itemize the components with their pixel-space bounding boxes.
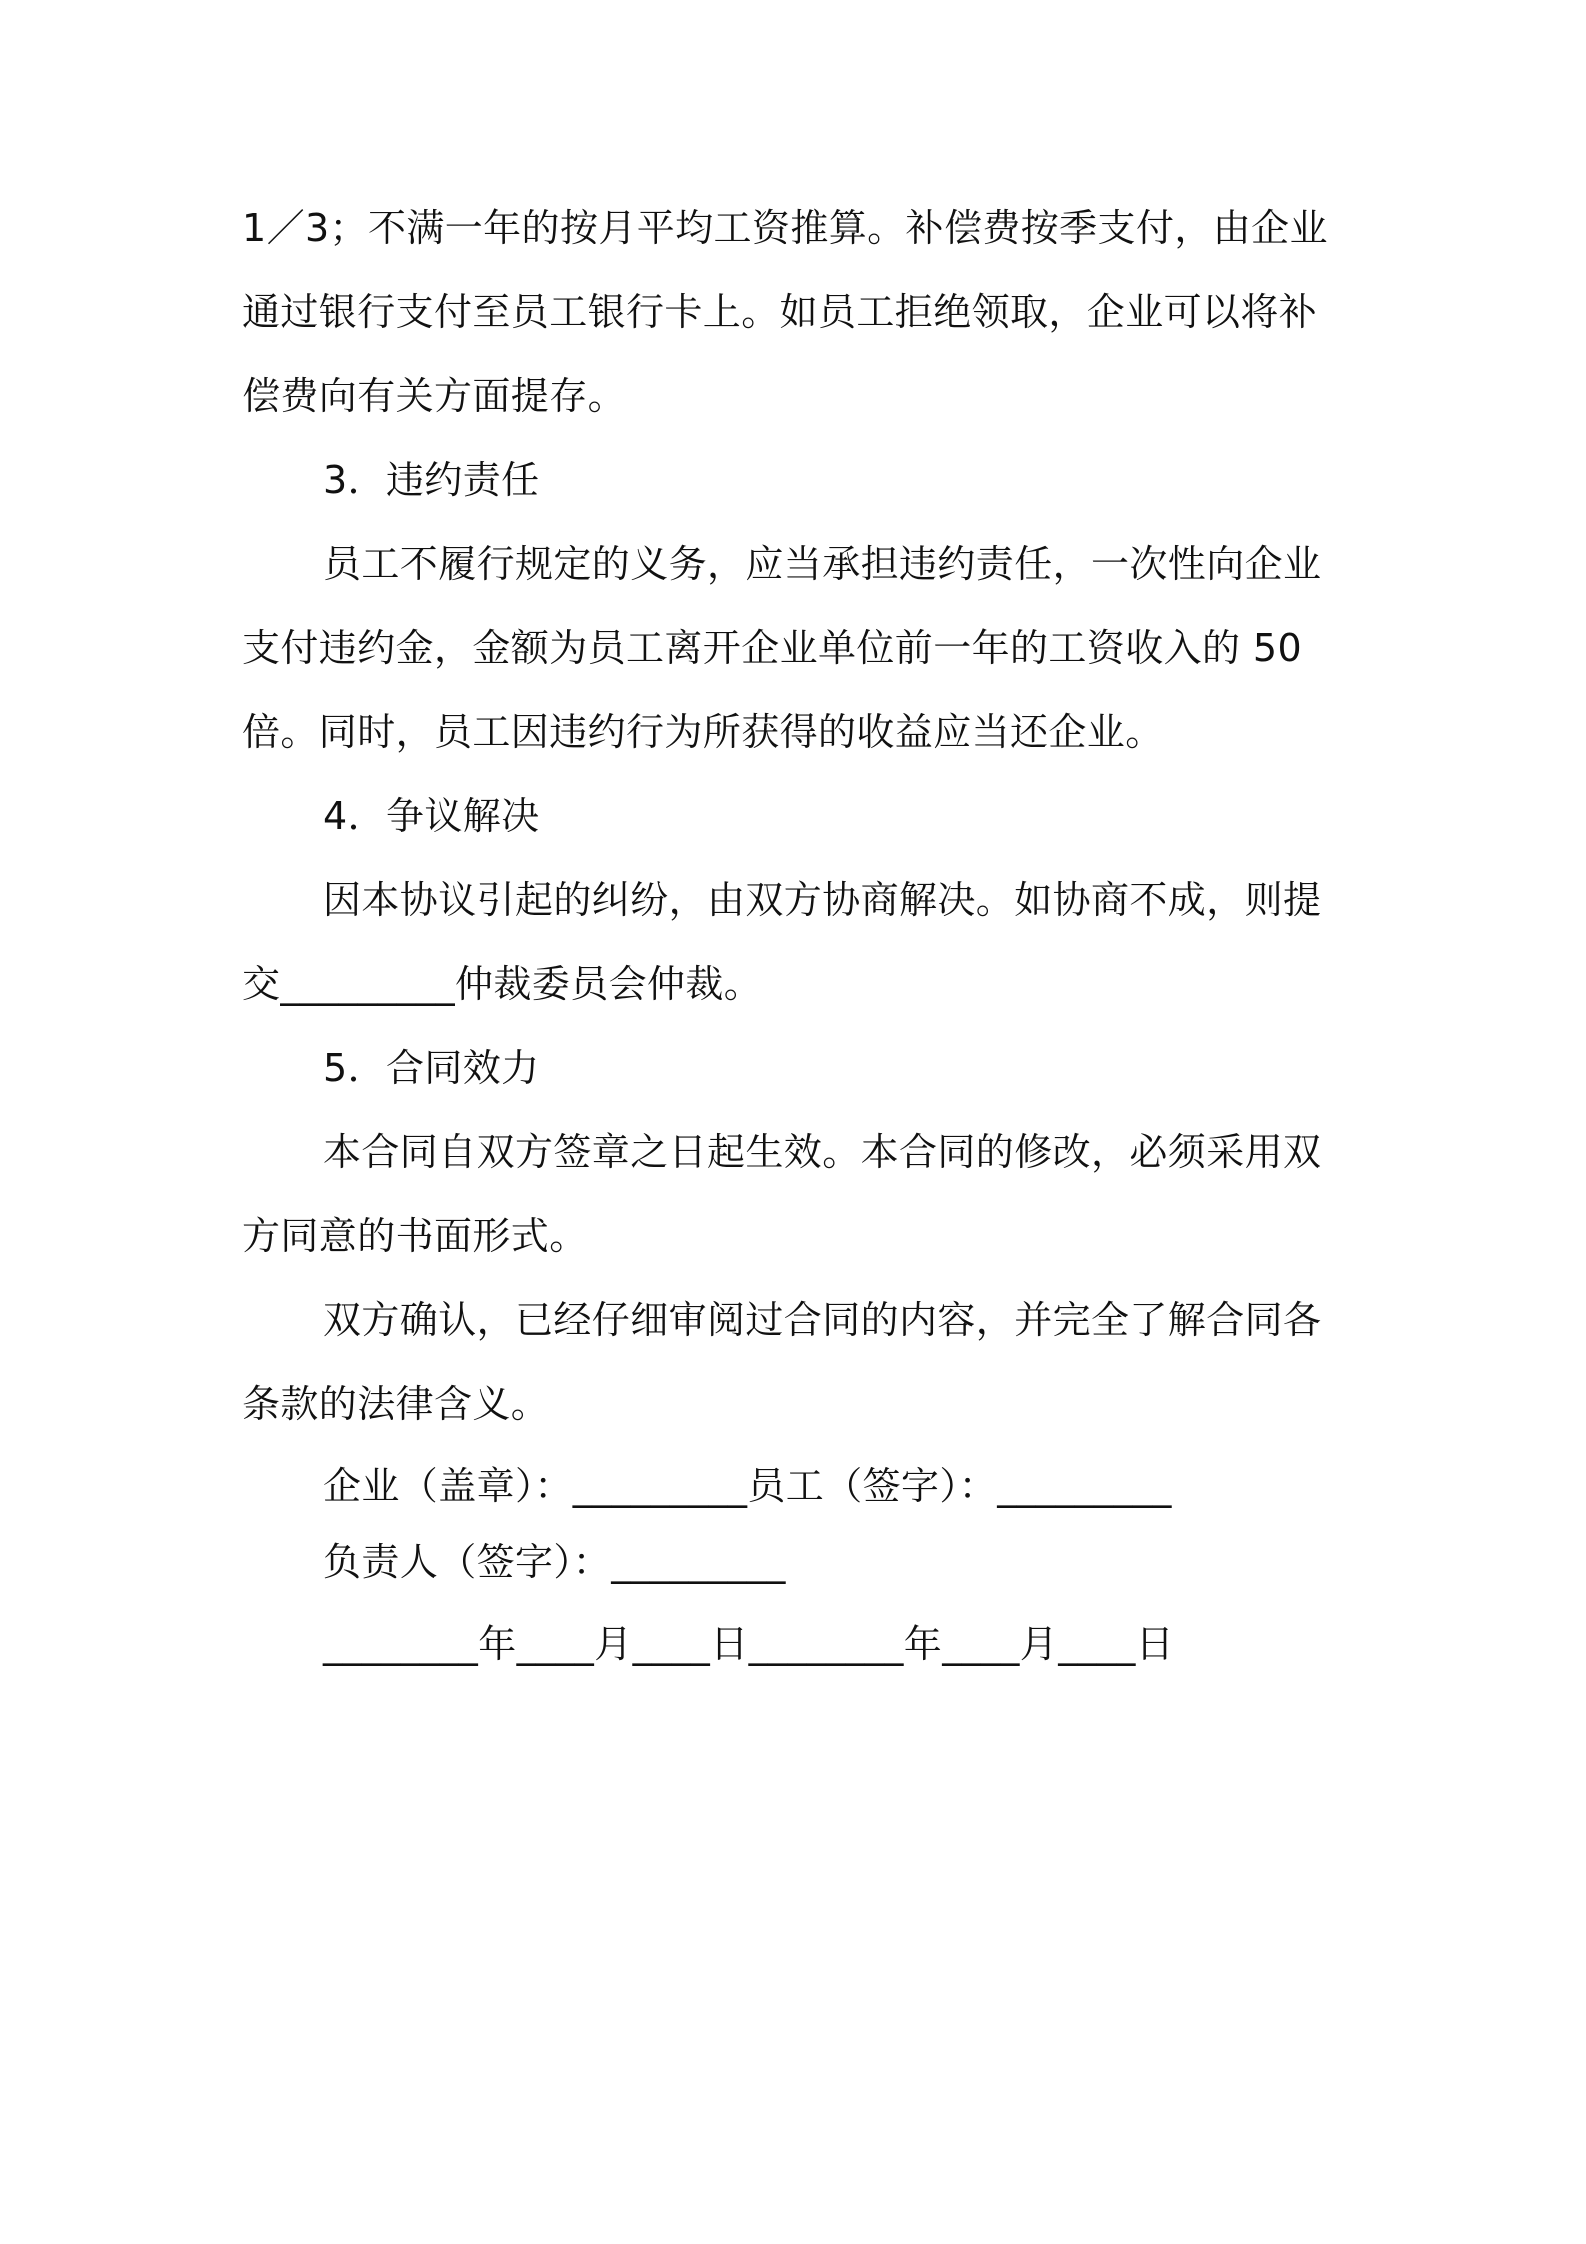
body-line: 偿费向有关方面提存。 xyxy=(242,374,627,418)
body-line: 条款的法律含义。 xyxy=(242,1382,550,1426)
signature-block xyxy=(242,1448,1357,1682)
section-heading-dispute: 4．争议解决 xyxy=(323,794,540,838)
body-line: 通过银行支付至员工银行卡上。如员工拒绝领取，企业可以将补 xyxy=(242,290,1318,334)
body-line: 倍。同时，员工因违约行为所获得的收益应当还企业。 xyxy=(242,710,1164,754)
body-line: 本合同自双方签章之日起生效。本合同的修改，必须采用双 xyxy=(323,1130,1322,1174)
body-line: 交_________仲裁委员会仲裁。 xyxy=(242,962,763,1006)
section-heading-validity: 5．合同效力 xyxy=(323,1046,540,1090)
section-heading-breach: 3．违约责任 xyxy=(323,458,540,502)
body-line: 方同意的书面形式。 xyxy=(242,1214,588,1258)
body-line: 因本协议引起的纠纷，由双方协商解决。如协商不成，则提 xyxy=(323,878,1322,922)
body-line: 支付违约金，金额为员工离开企业单位前一年的工资收入的 50 xyxy=(242,626,1303,670)
body-line: 员工不履行规定的义务，应当承担违约责任，一次性向企业 xyxy=(323,542,1322,586)
signature-line-representative: 负责人（签字）：_________ xyxy=(323,1540,786,1584)
signature-date-line: ________年____月____日________年____月____日 xyxy=(323,1622,1175,1666)
signature-line-company-employee: 企业（盖章）：_________员工（签字）：_________ xyxy=(323,1464,1172,1508)
body-line: 1／3；不满一年的按月平均工资推算。补偿费按季支付，由企业 xyxy=(242,206,1328,250)
body-line: 双方确认，已经仔细审阅过合同的内容，并完全了解合同各 xyxy=(323,1298,1322,1342)
contract-body xyxy=(242,186,1357,1446)
